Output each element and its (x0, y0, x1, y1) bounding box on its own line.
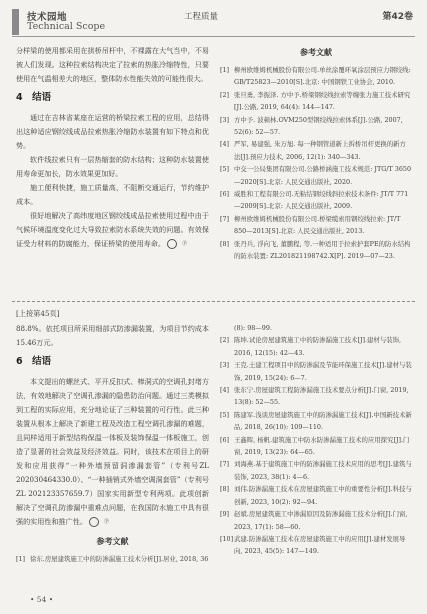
reference-item (220, 434, 412, 459)
reference-text: 柳州欧维姆机械股份有限公司.桥梁缆索用钢绞线拉索: JT/T 850—2013[S].北京: 人民交通出版社, 2013. (234, 214, 401, 236)
reference-text: 刘伟.防渗漏施工技术在房屋建筑施工中的重要性分析[J].科技与创新, 2023, 10(2): 92—94. (234, 485, 412, 506)
reference-item (220, 508, 412, 533)
reference-number: [3] (220, 115, 230, 124)
reference-number: [4] (220, 386, 230, 395)
reference-number: [10] (220, 534, 234, 543)
reference-number: [5] (220, 410, 230, 419)
lower-left-column (16, 322, 209, 565)
reference-number: [8] (220, 485, 230, 494)
reference-number: [2] (220, 336, 230, 345)
reference-item (220, 483, 412, 508)
article-divider (12, 301, 415, 302)
page-number: • 54 • (30, 595, 54, 604)
reference-text: 王克.土建工程项目中的防渗漏及节能环保施工技术[J].建材与装饰, 2019, 15(24): 6—7. (234, 361, 412, 382)
reference-text: 徐东.房屋建筑施工中的防渗漏施工技术分析[J].居业, 2018, 36 (30, 555, 209, 563)
reference-list (16, 553, 209, 565)
reference-number: [7] (220, 214, 230, 223)
reference-item (220, 238, 412, 263)
paragraph: 施工便利快捷，施工质量高，不阻断交通运行，节约维护成本。 (16, 183, 209, 206)
reference-text: 陈建军.浅谈房屋建筑施工中的防渗漏施工技术[J].中国新技术新品, 2018, 26(10): 109—110. (234, 410, 412, 432)
reference-text: 陈坤.试论房屋建筑施工中的防渗漏施工技术[J].建材与装饰, 2016, 12(15): 42—43. (234, 336, 402, 357)
reference-item (220, 533, 412, 558)
section-title: 6 结语 (16, 356, 52, 367)
reference-number: [2] (220, 90, 230, 99)
lower-right-column (220, 322, 412, 558)
section-title: 4 结语 (16, 92, 52, 103)
reference-item (220, 138, 412, 163)
reference-text: 张旦勇, 李振泽. 方中予.桥梁钢绞线拉索等缠张力施工技术研究[J].公路, 2019, 64(4): 144—147. (234, 90, 411, 112)
reference-item (220, 409, 412, 434)
references-heading: 参考文献 (300, 48, 332, 57)
reference-text: 严军, 易建强, 朱万旭. 每一种钢管道新上拆桥吊杆更换的新方法[J].预应力技术, 2006, 12(1): 340—343. (234, 140, 406, 161)
reference-list (220, 322, 412, 558)
reference-number: [5] (220, 165, 230, 174)
reference-item (220, 322, 412, 334)
reference-item (220, 213, 412, 238)
reference-number: [6] (220, 435, 230, 444)
section-label: 工程质量 (184, 12, 219, 22)
reference-item (220, 188, 412, 213)
reference-number: [6] (220, 190, 230, 199)
reference-text: 柳州欧维姆机械股份有限公司.单丝涂覆环氧涂层预应力钢绞线: GB/T25823—2010[S].北京: 中国钢铁工业协会, 2010. (234, 66, 411, 87)
paragraph-text: 本文提出的螺丝式、平开反扣式、棒洞式的空调孔封堵方法，有效地解决了空调孔渗漏的隐患防治问题。通过三类模拟到工程的实际应用，充分地论证了三种装置的可行性。此三种装置从根本上解决了新建工程及改造工程空调孔渗漏的难题，且同样适用于新型结构保温一体板及装饰保温一体板施工，创造了显著的社会效益及经济效益。同时，该技术在项目上的研发和应用获得“一种外墙预留洞渗漏套管”（专利号ZL 202030464330.0）、“一种插销式外墙空调洞套管”（专利号ZL 202123357659.7）国家实用新型专利两项。此项创新解决了空调孔防渗漏中重难点问题，在我国防水施工中具有很强的实用性和推广性。 (16, 377, 209, 526)
end-mark-icon: Ⓟ (167, 239, 177, 249)
reference-text: 方中予. 波顿林.OVM250型钢绞线拉索体系[J].公路, 2007, 52(6): 52—57. (234, 115, 403, 137)
reference-text: (8): 98—99. (234, 324, 272, 332)
paragraph-text: 很好地解决了高纬度地区钢绞线成品拉索使用过程中由于气候环境温度变化过大导致拉索防水系统失效的问题。有效保证受力材料的防腐能力，保证桥梁的使用寿命。 (16, 211, 209, 248)
reference-text: 武建.防渗漏施工技术在房屋建筑施工中的应用[J].建材发展导向, 2023, 45(5): 147—149. (234, 534, 406, 556)
reference-item (220, 163, 412, 188)
reference-number (220, 322, 234, 334)
reference-item (220, 114, 412, 139)
reference-item (16, 553, 209, 565)
reference-number: [4] (220, 140, 230, 149)
reference-number: [9] (220, 510, 230, 519)
paragraph (16, 375, 209, 529)
end-mark-icon: Ⓟ (89, 517, 99, 527)
header-rule (12, 36, 415, 37)
paragraph: 分样梁的使用都采用在拱桥吊杆中，不裸露在大气当中，不易被人们发现。这种拉索结构决定了拉索的热胀冷缩特性，只要使用在气温相差大的地区，整体防水性能失效的可能性很大。 (16, 46, 209, 83)
reference-number: [1] (16, 555, 26, 563)
journal-title-en: Technical Scope (27, 21, 106, 32)
references-heading: 参考文献 (96, 537, 129, 546)
reference-item (220, 89, 412, 114)
upper-left-column (16, 44, 209, 251)
reference-item (220, 458, 412, 483)
reference-item (220, 334, 412, 359)
journal-title-cn: 技术园地 (27, 12, 68, 23)
reference-text: 张丹兵, 浮向飞, 董鹏程, 等.一种适用于拉索护套PE的防水结构的防水装置: ZL201821198742.X[P]. 2019—07—23. (234, 239, 411, 261)
volume-label: 第42卷 (382, 12, 413, 22)
upper-right-column (220, 46, 412, 263)
reference-text: 刘海燕.基于建筑施工中的防渗漏施工技术应用的思考[J].建筑与装饰, 2023, 38(1): 4—6. (234, 460, 412, 481)
reference-item (220, 384, 412, 409)
reference-number: [1] (220, 66, 230, 74)
reference-number: [7] (220, 460, 230, 469)
reference-item (220, 359, 412, 384)
reference-text: 赵斌.房屋建筑施工中渗漏原因及防渗漏施工技术分析[J].门窗, 2023, 17(1): 58—60. (234, 510, 408, 531)
reference-text: 王鑫晖, 杨帆.建筑施工中防水防渗漏施工技术的应用探究[J].门窗, 2019, 13(23): 64—65. (234, 435, 410, 457)
reference-list (220, 64, 412, 263)
continued-from-label: [上接第45页] (16, 309, 60, 318)
paragraph: 88.8%。依托项目所采用细部式防渗漏装置，为项目节约成本 15.46万元。 (16, 324, 209, 347)
reference-item (220, 64, 412, 89)
reference-number: [8] (220, 239, 230, 248)
reference-text: 威胜和工程有限公司.无粘结钢绞线斜拉索技术条件: JT/T 771—2009[S].北京: 人民交通出版社, 2009. (234, 190, 409, 211)
reference-text: 中交一公局集团有限公司.公路桥涵施工技术规范: JTG/T 3650—2020[S].北京: 人民交通出版社, 2020. (234, 165, 412, 186)
paragraph (16, 209, 209, 251)
reference-text: 张东宁.房屋建筑工程防渗漏施工技术要点分析[J].门窗, 2019, 13(8): 52—55. (234, 386, 409, 407)
reference-number: [3] (220, 361, 230, 370)
paragraph: 软件线拉索只有一层热缩套的防水结构；这种防水装置使用寿命更加长，防水效果更加好。 (16, 155, 209, 178)
paragraph: 通过在吉林省某座在运营的桥梁拉索工程的应用，总结得出这种适应钢绞线成品拉索热胀冷缩防水装置有如下特点和优势。 (16, 113, 209, 150)
